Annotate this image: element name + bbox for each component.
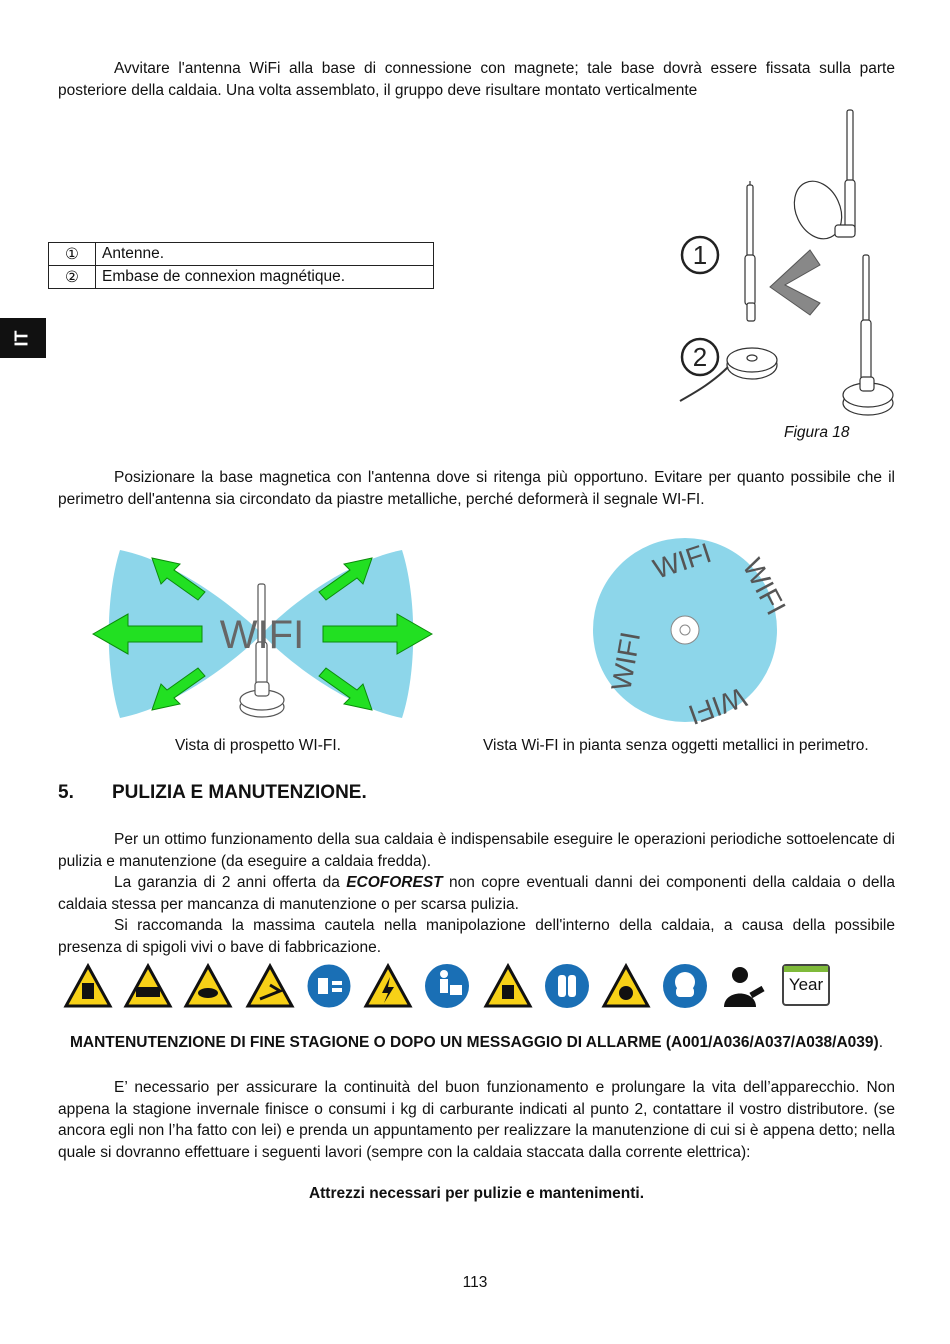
- legend-text: Antenne.: [96, 243, 434, 266]
- wifi-side-view-diagram: [90, 542, 435, 727]
- warranty-text-before: La garanzia di 2 anni offerta da: [114, 874, 347, 891]
- plan-view-caption: Vista Wi-FI in pianta senza oggetti metallici in perimetro.: [483, 737, 869, 754]
- intro-paragraph: Avvitare l'antenna WiFi alla base di connessione con magnete; tale base dovrà essere fissata sulla parte posteriore della caldaia. Una volta assemblato, il gruppo deve risultare montato verticalmente: [58, 60, 895, 99]
- wear-gloves-icon: [545, 964, 589, 1008]
- maintenance-intro-paragraph: Per un ottimo funzionamento della sua caldaia è indispensabile eseguire le operazioni periodiche sottoelencate di pulizia e manutenzione (da eseguire a caldaia fredda).: [58, 831, 895, 870]
- antenna-assembly-figure: [670, 105, 910, 420]
- wifi-plan-label-right: WIFI: [736, 553, 792, 620]
- side-view-caption: Vista di prospetto WI-FI.: [175, 737, 341, 754]
- end-of-season-paragraph: E’ necessario per assicurare la continuità del buon funzionamento e prolungare la vita dell’apparecchio. Non appena la stagione invernale finisce o consumi i kg di carburante indicati al punto 2, contattare il vostro distributore. (se ancora egli non l’ha fatto con lei) e prenda un appuntamento per realizzare la manutenzione di cui si è appena detto; nella quale si dovranno effettuare i seguenti lavori (sempre con la caldaia staccata dalla corrente elettrica):: [58, 1079, 895, 1161]
- legend-number: ①: [49, 243, 96, 266]
- warning-hot-surface-icon: [186, 966, 230, 1006]
- section-heading: [58, 782, 367, 804]
- wifi-side-label: WIFI: [219, 613, 305, 657]
- warranty-paragraph: [58, 872, 895, 915]
- wifi-plan-label-top: WIFI: [649, 536, 716, 585]
- tools-heading: Attrezzi necessari per pulizie e mantenimenti.: [308, 1185, 645, 1202]
- antenna-with-bracket-icon: [785, 110, 855, 246]
- antenna-icon: [745, 181, 755, 321]
- wifi-plan-view-diagram: [592, 536, 792, 731]
- label-2-text: 2: [692, 342, 708, 372]
- warning-electricity-icon: [366, 966, 410, 1006]
- wifi-plan-label-left: WIFI: [605, 629, 647, 694]
- lifting-instruction-icon: [425, 964, 469, 1008]
- wifi-plan-label-bottom: WIFI: [684, 681, 751, 731]
- wear-mask-icon: [663, 964, 707, 1008]
- maintenance-title: [58, 1034, 895, 1052]
- section-number: 5.: [58, 782, 74, 803]
- legend-table: [48, 242, 434, 289]
- legend-text: Embase de connexion magnétique.: [96, 266, 434, 289]
- page-number: 113: [462, 1274, 488, 1291]
- plan-antenna-base: [671, 616, 699, 644]
- warning-hand-crush-icon: [66, 966, 110, 1006]
- language-tab: [0, 318, 46, 358]
- placement-paragraph: Posizionare la base magnetica con l'antenna dove si ritenga più opportuno. Evitare per quanto possibile che il perimetro dell'antenna sia circondato da piastre metalliche, perché deformerà il segnale WI-FI.: [58, 469, 895, 508]
- language-tab-label: IT: [11, 330, 32, 347]
- brand-name: ECOFOREST: [346, 874, 443, 891]
- caution-paragraph: Si raccomanda la massima cautela nella manipolazione dell'interno della caldaia, a causa della possibile presenza di spigoli vivi o bave di fabbricazione.: [58, 917, 895, 956]
- maintenance-title-text: MANTENUTENZIONE DI FINE STAGIONE O DOPO UN MESSAGGIO DI ALLARME (A001/A036/A037/A038/A039): [69, 1034, 879, 1051]
- legend-number: ②: [49, 266, 96, 289]
- section-title: PULIZIA E MANUTENZIONE.: [112, 782, 367, 803]
- assembled-antenna-icon: [843, 255, 893, 415]
- warranty-text-after: non copre eventuali danni dei componenti della caldaia o della caldaia stessa per mancanza di manutenzione o per scarsa pulizia.: [58, 874, 895, 913]
- warning-entanglement-icon: [126, 966, 170, 1006]
- maintenance-title-suffix: .: [878, 1034, 884, 1051]
- warning-dust-icon: [604, 966, 648, 1006]
- figure-caption: Figura 18: [784, 424, 850, 441]
- yearly-calendar-icon: [782, 964, 830, 1006]
- safety-icons-row: [64, 962, 844, 1012]
- assembly-arrow-icon: [770, 250, 820, 315]
- technician-icon: [724, 967, 765, 1007]
- warning-heavy-load-icon: [486, 966, 530, 1006]
- year-label: Year: [788, 975, 824, 994]
- disconnect-power-icon: [307, 964, 351, 1008]
- legend-row: [49, 243, 434, 266]
- legend-row: [49, 266, 434, 289]
- warning-slippery-icon: [248, 966, 292, 1006]
- label-1-text: 1: [692, 240, 708, 270]
